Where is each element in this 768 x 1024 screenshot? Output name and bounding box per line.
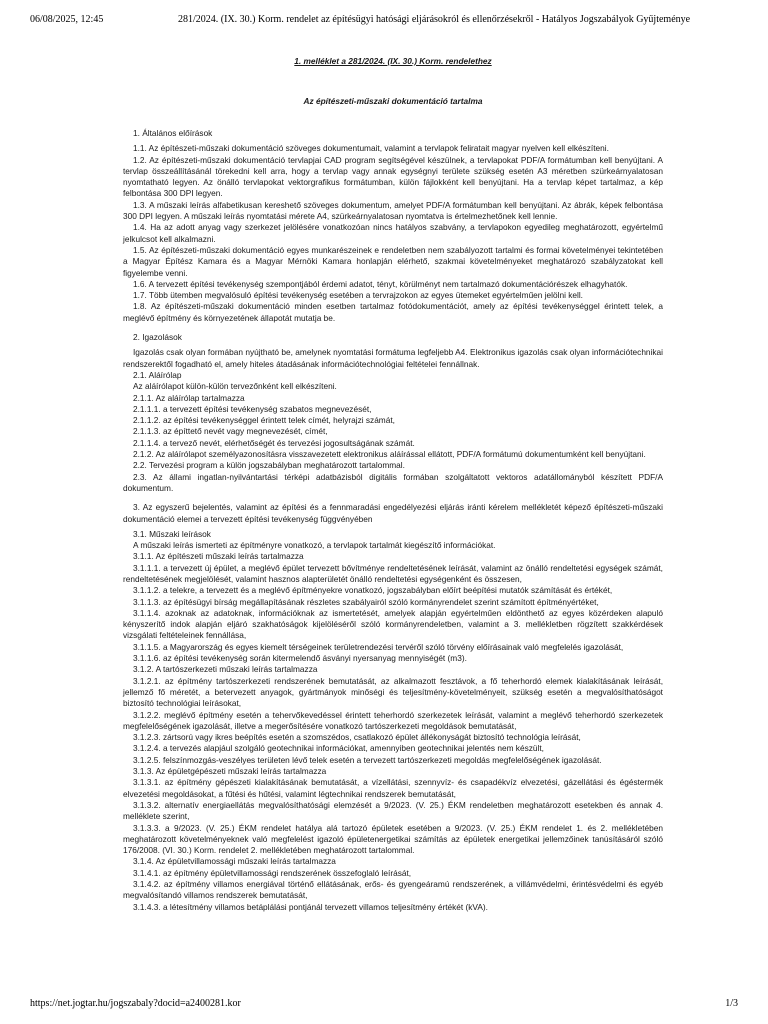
paragraph: 3.1.2.5. felszínmozgás-veszélyes területen lévő telek esetén a tervezett tartószerkezeti megoldás megfelelőségének igazolását.: [133, 754, 602, 765]
document-body: [123, 56, 663, 913]
print-url[interactable]: https://net.jogtar.hu/jogszabaly?docid=a2400281.kor: [30, 998, 241, 1009]
paragraph: 1.3. A műszaki leírás alfabetikusan kereshető szöveges dokumentum, amelyet PDF/A formátumban kell benyújtani. Az ábrák, képek felbontása 300 DPI legyen. A műszaki leírás nyomtatási mérete A4, szürkeárnyalatosan nyomtatva is értelmezhetőnek kell lennie.: [123, 199, 663, 222]
paragraph: 2.1.1.4. a tervező nevét, elérhetőségét és tervezési jogosultságának számát.: [133, 437, 415, 448]
paragraph: 3.1.1.2. a telekre, a tervezett és a meglévő építményekre vonatkozó, jogszabályban előírt beépítési mutatók számítását és értékét,: [133, 585, 613, 596]
section: [123, 128, 663, 324]
paragraph: 3.1.1.6. az építési tevékenység során kitermelendő ásványi nyersanyag mennyiségét (m3).: [133, 653, 467, 664]
print-header: [30, 14, 738, 28]
paragraph: 3.1.1.1. a tervezett új épület, a meglévő épület tervezett bővítménye rendeltetésének leírását, valamint az önálló rendeltetési egységek számát, rendeltetésének megjelölését, valamint hasznos alapterületét önálló rendeltetési egységenként és összesen,: [123, 562, 663, 584]
paragraph: 1.5. Az építészeti-műszaki dokumentáció egyes munkarészeinek e rendeletben nem szabályozott tartalmi és formai követelményei tekintetében a Magyar Építész Kamara és a Magyar Mérnöki Kamara honlapján elérhető, szakmai követelményeket meghatározó szabályzatokat kell figyelembe venni.: [123, 244, 663, 278]
paragraph: 1.2. Az építészeti-műszaki dokumentáció tervlapjai CAD program segítségével készülnek, a tervlapokat PDF/A formátumban kell benyújtani. A tervlap összeállításánál törekedni kell arra, hogy a tervlap vagy annak egységnyi területe szükség esetén A3 méretben szürkeárnyalatosan nyomtatható legyen. Az önálló tervlapokat vektorgrafikus formátumban, külön fájlokként kell benyújtani. Ha a tervlap képet tartalmaz, a kép felbontása 300 DPI legyen.: [123, 154, 663, 199]
paragraph: 2.1.1.1. a tervezett építési tevékenység szabatos megnevezését,: [133, 403, 372, 414]
paragraph: Igazolás csak olyan formában nyújtható be, amelynek nyomtatási formátuma legfeljebb A4. Elektronikus igazolás csak olyan információtechnikai rendszerektől fogadható el, amely hiteles átadásának információtechnológiai feltételei fennállnak.: [123, 347, 663, 369]
section: [123, 502, 663, 913]
paragraph: 1.4. Ha az adott anyag vagy szerkezet jelölésére vonatkozóan nincs hatályos szabvány, a tervlapokon egyedileg meghatározott, egyértelmű jelkulcsot kell alkalmazni.: [123, 222, 663, 244]
section: [123, 332, 663, 494]
print-page-title: 281/2024. (IX. 30.) Korm. rendelet az építésügyi hatósági eljárásokról és ellenőrzésekről - Hatályos Jogszabályok Gyűjteménye: [178, 14, 691, 25]
print-footer: [30, 998, 738, 1012]
paragraph: 3.1.2.1. az építmény tartószerkezeti rendszerének bemutatását, az alkalmazott fesztávok, a fő teherhordó elemek kialakításának leírását, jellemző fő méretét, a betervezett anyagok, gyártmányok minőségi és teljesítmény-követelményeit, szükség esetén a megvalósíthatóságot biztosító technológiai leírásokat,: [123, 675, 663, 709]
paragraph: 2.1.2. Az aláírólapot személyazonosításra visszavezetett elektronikus aláírással ellátott, PDF/A formátumú dokumentumként kell benyújtani.: [133, 449, 646, 460]
paragraph: 3.1.3.3. a 9/2023. (V. 25.) ÉKM rendelet hatálya alá tartozó épületek esetében a 9/2023. (V. 25.) ÉKM rendelet 1. és 2. mellékletében meghatározott követelményeknek való megfelelést igazoló épületenergetikai számítás az épületek energetikai jellemzőinek tanúsításáról szóló 176/2008. (VI. 30.) Korm. rendelet 2. mellékletében meghatározott tartalommal.: [123, 822, 663, 856]
paragraph: 2.1.1. Az aláírólap tartalmazza: [133, 392, 245, 403]
paragraph: 1.1. Az építészeti-műszaki dokumentáció szöveges dokumentumait, valamint a tervlapok feliratait magyar nyelven kell elkészíteni.: [133, 143, 609, 154]
sections: [123, 128, 663, 913]
paragraph: 2.1. Aláírólap: [133, 369, 182, 380]
paragraph: 1.7. Több ütemben megvalósuló építési tevékenység esetében a tervrajzokon az egyes ütemeket egyértelműen jelölni kell.: [133, 290, 583, 301]
paragraph: 3.1.4. Az épületvillamossági műszaki leírás tartalmazza: [133, 856, 336, 867]
paragraph: 2.1.1.3. az építtető nevét vagy megnevezését, címét,: [133, 426, 328, 437]
paragraph: 1.8. Az építészeti-műszaki dokumentáció minden esetben tartalmaz fotódokumentációt, amely az építési tevékenységgel érintett telek, a meglévő építmény és környezetének állapotát mutatja be.: [123, 301, 663, 323]
paragraph: 3.1.2.2. meglévő építmény esetén a tehervőkevedéssel érintett teherhordó szerkezetek leírását, valamint a meglévő teherhordó szerkezetek megfelelőségének igazolását, illetve a megerősítésére vonatkozó tartószerkezeti megoldások bemutatását,: [123, 709, 663, 731]
section-heading: 2. Igazolások: [133, 332, 182, 343]
paragraph: 3.1.1.5. a Magyarország és egyes kiemelt térségeinek területrendezési tervéről szóló törvény előírásainak való megfelelés igazolását,: [133, 641, 624, 652]
paragraph: 2.2. Tervezési program a külön jogszabályban meghatározott tartalommal.: [133, 460, 405, 471]
paragraph: 3.1.2.3. zártsorú vagy ikres beépítés esetén a szomszédos, csatlakozó épület állékonyságát biztosító technológia leírását,: [133, 732, 581, 743]
section-heading: 3. Az egyszerű bejelentés, valamint az építési és a fennmaradási engedélyezési eljárás iránti kérelem mellékletét képező építészeti-műszaki dokumentáció elemei a tervezett építési tevékenység függvényében: [123, 502, 663, 524]
annex-title-link[interactable]: 1. melléklet a 281/2024. (IX. 30.) Korm. rendelethez: [294, 56, 492, 66]
paragraph: Az aláírólapot külön-külön tervezőnként kell elkészíteni.: [133, 381, 337, 392]
paragraph: 3.1.3. Az épületgépészeti műszaki leírás tartalmazza: [133, 766, 327, 777]
paragraph: 3.1.4.3. a létesítmény villamos betáplálási pontjánál tervezett villamos teljesítmény értékét (kVA).: [133, 901, 488, 912]
paragraph: 1.6. A tervezett építési tevékenység szempontjából érdemi adatot, tényt, körülményt nem tartalmazó dokumentációrészek elhagyhatók.: [133, 278, 628, 289]
page-number: 1/3: [725, 998, 738, 1009]
paragraph: 3.1. Műszaki leírások: [133, 528, 211, 539]
paragraph: 2.3. Az állami ingatlan-nyilvántartási térképi adatbázisból digitális formában szolgáltatott vektoros adatállományból készített PDF/A dokumentum.: [123, 471, 663, 493]
paragraph: 3.1.2. A tartószerkezeti műszaki leírás tartalmazza: [133, 664, 318, 675]
print-datetime: 06/08/2025, 12:45: [30, 14, 104, 25]
paragraph: 3.1.3.2. alternatív energiaellátás megvalósíthatósági elemzését a 9/2023. (V. 25.) ÉKM rendeletben meghatározott esetekben és annak 4. melléklete szerint,: [123, 799, 663, 822]
paragraph: 3.1.1.4. azoknak az adatoknak, információknak az ismertetését, amelyek alapján egyértelműen eldönthető az egyes közérdeken alapuló kényszerítő indok alapján eljáró szakhatóságok kijelöléséről szóló kormányrendeletben, valamint a 3. mellékletben rögzített szakkérdések vizsgálati feltételeinek fennállása,: [123, 607, 663, 641]
paragraph: 3.1.2.4. a tervezés alapjául szolgáló geotechnikai információkat, amennyiben geotechnikai jelentés nem készült,: [133, 743, 544, 754]
section-heading: 1. Általános előírások: [133, 128, 213, 138]
paragraph: 3.1.1.3. az építésügyi bírság megállapításának részletes szabályairól szóló kormányrendelet szerint számított építményértéket,: [133, 596, 599, 607]
document-title: Az építészeti-műszaki dokumentáció tartalma: [303, 96, 483, 106]
paragraph: 3.1.4.1. az építmény épületvillamossági rendszerének összefoglaló leírását,: [133, 867, 412, 878]
paragraph: 3.1.3.1. az építmény gépészeti kialakításának bemutatását, a vízellátási, szennyvíz- és csapadékvíz elvezetési, gázellátási és égéstermék elvezetési megoldásokat, a fűtési és hűtési, valamint légtechnikai rendszerek bemutatását,: [123, 777, 663, 799]
paragraph: 3.1.1. Az építészeti műszaki leírás tartalmazza: [133, 551, 304, 562]
paragraph: A műszaki leírás ismerteti az építményre vonatkozó, a tervlapok tartalmát kiegészítő információkat.: [133, 540, 496, 551]
paragraph: 3.1.4.2. az építmény villamos energiával történő ellátásának, erős- és gyengeáramú rendszerének, a villámvédelmi, érintésvédelmi és egyéb megvalósítandó villamos rendszerek bemutatását,: [123, 879, 663, 901]
paragraph: 2.1.1.2. az építési tevékenységgel érintett telek címét, helyrajzi számát,: [133, 415, 395, 426]
